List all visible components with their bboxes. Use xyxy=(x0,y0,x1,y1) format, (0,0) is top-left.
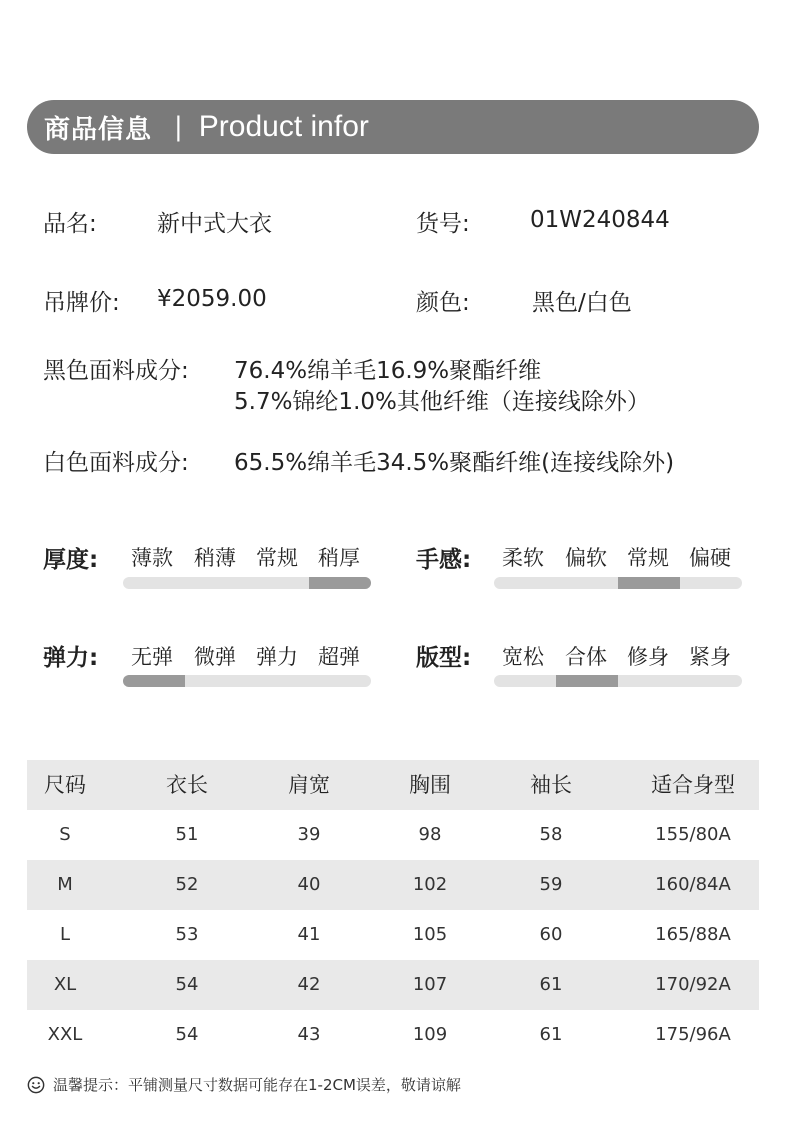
header-separator: | xyxy=(174,112,183,142)
smile-icon xyxy=(27,1076,45,1094)
table-cell: L xyxy=(59,924,71,945)
thickness-scale-fill xyxy=(309,577,371,589)
table-cell: 58 xyxy=(539,824,563,845)
table-cell: 59 xyxy=(539,874,563,895)
fit-option: 紧身 xyxy=(689,645,731,669)
fit-title: 版型: xyxy=(416,645,472,671)
thickness-option: 常规 xyxy=(256,546,298,570)
black-fabric-line1: 76.4%绵羊毛16.9%聚酯纤维 xyxy=(234,358,542,384)
elasticity-option: 弹力 xyxy=(256,645,298,669)
table-cell: 42 xyxy=(297,974,321,995)
header-cell: 袖长 xyxy=(530,773,572,797)
header-title-cn: 商品信息 xyxy=(44,114,153,145)
table-cell: 155/80A xyxy=(655,824,731,845)
table-cell: 105 xyxy=(412,924,448,945)
table-cell: 53 xyxy=(175,924,199,945)
table-cell: 165/88A xyxy=(655,924,731,945)
feel-scale-fill xyxy=(618,577,680,589)
header-cell: 衣长 xyxy=(166,773,208,797)
notice-text: 温馨提示：平铺测量尺寸数据可能存在1-2CM误差，敬请谅解 xyxy=(53,1076,461,1094)
table-cell: S xyxy=(59,824,71,845)
elasticity-option: 无弹 xyxy=(131,645,173,669)
table-cell: XXL xyxy=(47,1024,83,1045)
table-cell: 40 xyxy=(297,874,321,895)
table-row xyxy=(27,810,759,860)
white-fabric-value: 65.5%绵羊毛34.5%聚酯纤维(连接线除外) xyxy=(234,450,675,476)
table-cell: 60 xyxy=(539,924,563,945)
feel-option: 偏软 xyxy=(565,546,607,570)
name-value: 新中式大衣 xyxy=(157,211,272,237)
table-cell: 39 xyxy=(297,824,321,845)
thickness-scale xyxy=(123,577,371,589)
price-value: ¥2059.00 xyxy=(157,286,267,312)
elasticity-title: 弹力: xyxy=(43,645,99,671)
table-row xyxy=(27,860,759,910)
code-label: 货号: xyxy=(416,211,470,237)
product-info-header xyxy=(27,100,759,154)
table-cell: 51 xyxy=(175,824,199,845)
table-cell: 52 xyxy=(175,874,199,895)
measurement-notice xyxy=(27,1074,461,1095)
fit-scale xyxy=(494,675,742,687)
table-cell: 170/92A xyxy=(655,974,731,995)
table-cell: 43 xyxy=(297,1024,321,1045)
feel-title: 手感: xyxy=(416,547,472,573)
table-cell: 54 xyxy=(175,974,199,995)
table-cell: 41 xyxy=(297,924,321,945)
table-cell: 54 xyxy=(175,1024,199,1045)
header-cell: 尺码 xyxy=(44,773,86,797)
elasticity-option: 微弹 xyxy=(194,645,236,669)
feel-scale xyxy=(494,577,742,589)
thickness-option: 稍薄 xyxy=(194,546,236,570)
feel-option: 柔软 xyxy=(502,546,544,570)
fit-option: 宽松 xyxy=(502,645,544,669)
table-cell: M xyxy=(57,874,73,895)
table-cell: 98 xyxy=(418,824,442,845)
feel-option: 常规 xyxy=(627,546,669,570)
table-row xyxy=(27,910,759,960)
fit-option: 合体 xyxy=(565,645,607,669)
size-table xyxy=(27,760,759,1060)
size-table-header xyxy=(27,760,759,810)
table-cell: 175/96A xyxy=(655,1024,731,1045)
white-fabric-label: 白色面料成分: xyxy=(43,450,189,476)
table-cell: 160/84A xyxy=(655,874,731,895)
elasticity-scale xyxy=(123,675,371,687)
thickness-title: 厚度: xyxy=(43,547,99,573)
code-value: 01W240844 xyxy=(530,207,670,233)
header-cell: 适合身型 xyxy=(651,773,735,797)
table-row xyxy=(27,960,759,1010)
thickness-option: 稍厚 xyxy=(318,546,360,570)
feel-option: 偏硬 xyxy=(689,546,731,570)
header-cell: 胸围 xyxy=(409,773,451,797)
table-cell: 61 xyxy=(539,1024,563,1045)
price-label: 吊牌价: xyxy=(43,290,120,316)
header-cell: 肩宽 xyxy=(288,773,330,797)
fit-option: 修身 xyxy=(627,645,669,669)
color-value: 黑色/白色 xyxy=(532,290,632,316)
header-title-en: Product infor xyxy=(198,110,369,143)
elasticity-option: 超弹 xyxy=(318,645,360,669)
thickness-option: 薄款 xyxy=(131,546,173,570)
table-cell: 109 xyxy=(412,1024,448,1045)
elasticity-scale-fill xyxy=(123,675,185,687)
fit-scale-fill xyxy=(556,675,618,687)
black-fabric-line2: 5.7%锦纶1.0%其他纤维（连接线除外） xyxy=(234,389,650,415)
table-cell: XL xyxy=(53,974,77,995)
black-fabric-label: 黑色面料成分: xyxy=(43,358,189,384)
table-cell: 102 xyxy=(412,874,448,895)
color-label: 颜色: xyxy=(416,290,470,316)
table-cell: 107 xyxy=(412,974,448,995)
table-cell: 61 xyxy=(539,974,563,995)
name-label: 品名: xyxy=(43,211,97,237)
table-row xyxy=(27,1010,759,1060)
